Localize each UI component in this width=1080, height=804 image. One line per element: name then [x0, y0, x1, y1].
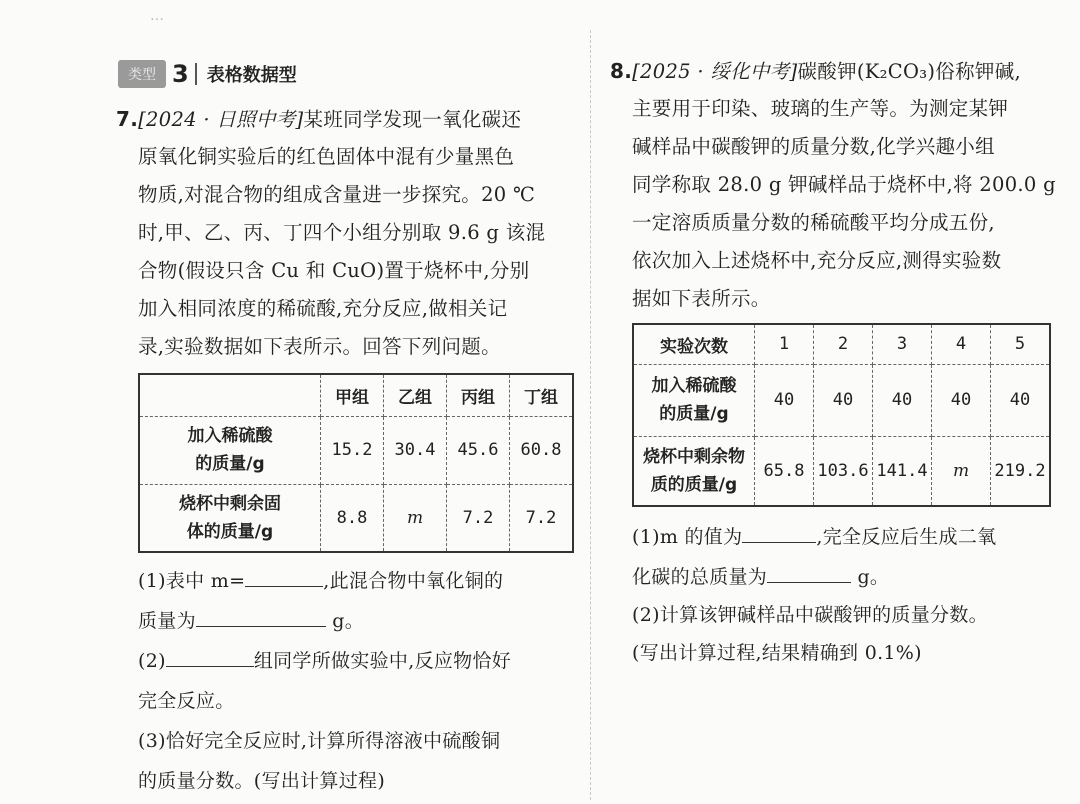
table-cell: 65.8	[755, 436, 814, 506]
table-cell: 60.8	[510, 416, 574, 484]
q7-text-line: 时,甲、乙、丙、丁四个小组分别取 9.6 g 该混	[138, 221, 546, 244]
q8-subquestion-2-cont: (写出计算过程,结果精确到 0.1%)	[632, 642, 922, 664]
q7-text-line: 原氧化铜实验后的红色固体中混有少量黑色	[138, 145, 515, 168]
q7-text-line: 某班同学发现一氧化碳还	[303, 108, 522, 131]
q8-subquestion-1-cont: 化碳的总质量为 g。	[632, 566, 890, 588]
table-header-cell: 2	[814, 324, 873, 364]
table-header-cell: 丁组	[510, 374, 574, 416]
q8-subquestion-2: (2)计算该钾碱样品中碳酸钾的质量分数。	[632, 604, 988, 626]
table-row-label: 烧杯中剩余物 质的质量/g	[633, 436, 755, 506]
section-number: 3	[172, 60, 189, 88]
q8-text-line: 依次加入上述烧杯中,充分反应,测得实验数	[632, 249, 1002, 272]
table-cell: 30.4	[384, 416, 447, 484]
section-separator	[195, 63, 197, 85]
q8-source: [2025 · 绥化中考]	[632, 60, 798, 83]
q7-subquestion-1-cont: 质量为 g。	[138, 610, 365, 632]
q8-data-table	[632, 323, 1051, 507]
table-header-cell: 5	[991, 324, 1051, 364]
table-cell: 40	[755, 364, 814, 436]
q8-text-line: 一定溶质质量分数的稀硫酸平均分成五份,	[632, 211, 995, 234]
q7-subquestion-1: (1)表中 m= ,此混合物中氧化铜的	[138, 570, 504, 592]
table-cell: 103.6	[814, 436, 873, 506]
answer-blank[interactable]	[196, 625, 326, 627]
q7-text-line: 加入相同浓度的稀硫酸,充分反应,做相关记	[138, 297, 508, 320]
table-row	[633, 364, 1050, 436]
table-header-cell: 丙组	[447, 374, 510, 416]
q8-text-line: 主要用于印染、玻璃的生产等。为测定某钾	[632, 97, 1009, 120]
table-cell: 15.2	[321, 416, 384, 484]
table-cell: 8.8	[321, 484, 384, 552]
q8-text-line: 据如下表所示。	[632, 287, 771, 310]
q8-subquestion-1: (1)m 的值为 ,完全反应后生成二氧	[632, 526, 997, 548]
table-row-label: 加入稀硫酸 的质量/g	[139, 416, 321, 484]
section-header	[118, 58, 297, 90]
table-cell: 40	[814, 364, 873, 436]
table-cell: 40	[991, 364, 1051, 436]
answer-blank[interactable]	[166, 665, 254, 667]
q7-source: [2024 · 日照中考]	[138, 108, 304, 131]
q7-line-1	[116, 100, 521, 139]
table-cell: 40	[873, 364, 932, 436]
table-row-label: 加入稀硫酸 的质量/g	[633, 364, 755, 436]
section-title: 表格数据型	[206, 65, 297, 86]
q8-number: 8.	[610, 59, 633, 83]
page-header-fragment: …	[150, 8, 170, 24]
q7-data-table	[138, 373, 574, 553]
q7-subquestion-3-cont: 的质量分数。(写出计算过程)	[138, 770, 386, 792]
table-cell: m	[384, 484, 447, 552]
table-row	[633, 436, 1050, 506]
table-header-cell: 乙组	[384, 374, 447, 416]
q7-text-line: 录,实验数据如下表所示。回答下列问题。	[138, 335, 501, 358]
table-cell: 45.6	[447, 416, 510, 484]
table-cell: 7.2	[510, 484, 574, 552]
q7-subquestion-2: (2) 组同学所做实验中,反应物恰好	[138, 650, 512, 672]
table-cell: 7.2	[447, 484, 510, 552]
q7-number: 7.	[116, 107, 139, 131]
q8-text-line: 碳酸钾(K₂CO₃)俗称钾碱,	[797, 60, 1021, 83]
table-cell: 141.4	[873, 436, 932, 506]
q7-text-line: 合物(假设只含 Cu 和 CuO)置于烧杯中,分别	[138, 259, 530, 282]
table-row-label: 烧杯中剩余固 体的质量/g	[139, 484, 321, 552]
table-cell: 219.2	[991, 436, 1051, 506]
q7-text-line: 物质,对混合物的组成含量进一步探究。20 ℃	[138, 183, 536, 206]
answer-blank[interactable]	[767, 581, 851, 583]
table-header-cell: 4	[932, 324, 991, 364]
table-cell: 40	[932, 364, 991, 436]
q8-text-line: 碱样品中碳酸钾的质量分数,化学兴趣小组	[632, 135, 995, 158]
table-header-cell: 实验次数	[633, 324, 755, 364]
q7-subquestion-3: (3)恰好完全反应时,计算所得溶液中硫酸铜	[138, 730, 501, 752]
table-header-cell: 甲组	[321, 374, 384, 416]
table-header-cell	[139, 374, 321, 416]
q8-line-1	[610, 52, 1021, 91]
answer-blank[interactable]	[245, 585, 323, 587]
q8-text-line: 同学称取 28.0 g 钾碱样品于烧杯中,将 200.0 g	[632, 173, 1056, 196]
table-cell: m	[932, 436, 991, 506]
table-row	[139, 416, 573, 484]
answer-blank[interactable]	[742, 541, 816, 543]
column-divider	[590, 30, 591, 800]
table-header-cell: 3	[873, 324, 932, 364]
table-row	[139, 484, 573, 552]
section-tag: 类型	[118, 60, 166, 88]
table-header-cell: 1	[755, 324, 814, 364]
q7-subquestion-2-cont: 完全反应。	[138, 690, 235, 712]
